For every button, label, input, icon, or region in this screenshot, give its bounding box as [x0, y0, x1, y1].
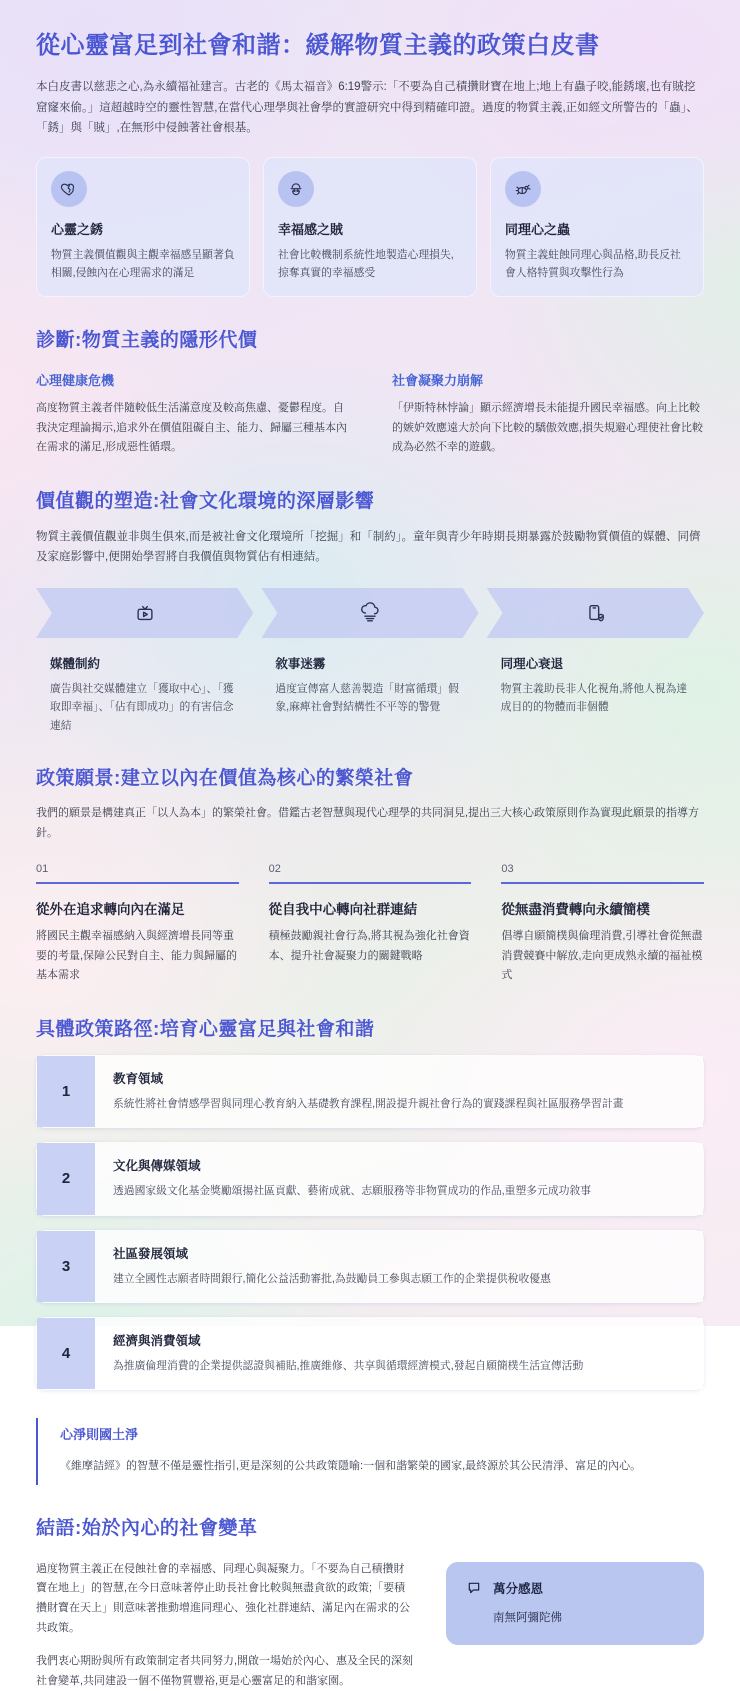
principle-3 — [501, 863, 704, 986]
pathway-number: 2 — [37, 1143, 95, 1214]
shaping-heading: 價值觀的塑造:社會文化環境的深層影響 — [36, 491, 375, 513]
shaping-stages — [36, 654, 704, 735]
vision-heading: 政策願景:建立以內在價值為核心的繁榮社會 — [36, 767, 414, 789]
column-title: 心理健康危機 — [36, 373, 115, 389]
gratitude-card — [446, 1562, 704, 1645]
broken-heart-icon — [51, 171, 87, 207]
pathway-number: 3 — [37, 1231, 95, 1302]
threat-card-thief — [263, 157, 477, 298]
conclusion-heading: 結語:始於內心的社會變革 — [36, 1517, 258, 1539]
page-title: 從心靈富足到社會和諧：緩解物質主義的政策白皮書 — [36, 32, 600, 59]
pathway-text: 為推廣倫理消費的企業提供認證與補貼,推廣維修、共享與循環經濟模式,發起自願簡樸生活宣傳活動 — [113, 1359, 584, 1372]
principle-number: 03 — [501, 863, 704, 884]
pathway-row-culture — [36, 1142, 704, 1215]
principle-title: 從無盡消費轉向永續簡樸 — [501, 902, 650, 918]
card-text: 社會比較機制系統性地製造心理損失,掠奪真實的幸福感受 — [278, 248, 454, 279]
principle-title: 從外在追求轉向內在滿足 — [36, 902, 185, 918]
pathway-number: 1 — [37, 1056, 95, 1127]
principle-text: 積極鼓勵親社會行為,將其視為強化社會資本、提升社會凝聚力的關鍵戰略 — [268, 930, 470, 962]
fog-icon — [359, 602, 381, 624]
stage-text: 物質主義助長非人化視角,將他人視為達成目的的物體而非個體 — [500, 682, 688, 714]
pathway-text: 透過國家級文化基金獎勵頌揚社區貢獻、藝術成就、志願服務等非物質成功的作品,重塑多元成功敘事 — [113, 1185, 592, 1198]
diagnosis-section — [36, 325, 704, 458]
stage-narrative — [261, 654, 478, 735]
principle-1 — [36, 863, 239, 986]
vision-section — [36, 763, 704, 986]
conclusion-paragraph: 我們衷心期盼與所有政策制定者共同努力,開啟一場始於內心、惠及全民的深刻社會變革,共同建設一個不僅物質豐裕,更是心靈富足的和諧家園。 — [36, 1655, 414, 1687]
pathway-number: 4 — [37, 1318, 95, 1389]
card-title: 幸福感之賊 — [278, 221, 344, 237]
stage-title: 敘事迷霧 — [275, 656, 326, 671]
vision-principles — [36, 863, 704, 986]
threat-card-rust — [36, 157, 250, 298]
stage-empathy — [487, 654, 704, 735]
conclusion-body — [36, 1560, 704, 1691]
pathway-body — [95, 1056, 703, 1127]
stage-text: 過度宣傳富人慈善製造「財富循環」假象,麻痺社會對結構性不平等的警覺 — [275, 682, 459, 714]
principle-2 — [269, 863, 472, 986]
conclusion-section — [36, 1513, 704, 1691]
pathway-title: 文化與傳媒領域 — [113, 1159, 201, 1174]
pathway-body — [95, 1318, 703, 1389]
pathways-heading: 具體政策路徑:培育心靈富足與社會和諧 — [36, 1018, 375, 1040]
pathway-title: 社區發展領域 — [113, 1246, 189, 1261]
card-text: 物質主義價值觀與主觀幸福感呈顯著負相關,侵蝕內在心理需求的滿足 — [51, 248, 235, 279]
stage-media — [36, 654, 253, 735]
intro-paragraph: 本白皮書以慈悲之心,為永續福祉建言。古老的《馬太福音》6:19警示:「不要為自己積攢財寶在地上;地上有蟲子咬,能銹壞,也有賊挖窟窿來偷。」這超越時空的靈性智慧,在當代心理學與社會學的實證研究中得到精確印證。過度的物質主義,正如經文所警告的「蟲」、「銹」與「賊」,在無形中侵蝕著社會根基。 — [36, 81, 698, 135]
pathways-section — [36, 1014, 704, 1390]
column-text: 「伊斯特林悖論」顯示經濟增長未能提升國民幸福感。向上比較的嫉妒效應遠大於向下比較的驕傲效應,損失規避心理使社會比較成為必然不幸的遊戲。 — [392, 402, 704, 454]
pathways-list — [36, 1055, 704, 1390]
gratitude-text: 南無阿彌陀佛 — [493, 1611, 562, 1624]
pathway-title: 教育領域 — [113, 1071, 164, 1086]
pathway-row-economy — [36, 1317, 704, 1390]
threat-card-bug — [490, 157, 704, 298]
column-text: 高度物質主義者伴隨較低生活滿意度及較高焦慮、憂鬱程度。自我決定理論揭示,追求外在價值阻礙自主、能力、歸屬三種基本內在需求的滿足,形成惡性循環。 — [36, 402, 348, 454]
principle-title: 從自我中心轉向社群連結 — [268, 902, 418, 918]
pathway-row-community — [36, 1230, 704, 1303]
phone-shield-icon — [584, 602, 606, 624]
scripture-quote-block — [36, 1418, 704, 1485]
diagnosis-col-mental — [36, 370, 348, 458]
diagnosis-columns — [36, 370, 704, 458]
pathway-body — [95, 1143, 703, 1214]
stage-text: 廣告與社交媒體建立「獲取中心」、「獲取即幸福」、「佔有即成功」的有害信念連結 — [50, 682, 234, 732]
card-title: 心靈之銹 — [51, 221, 104, 237]
stage-title: 同理心衰退 — [500, 656, 564, 671]
diagnosis-heading: 診斷:物質主義的隱形代價 — [36, 330, 258, 352]
chevron-empathy — [487, 588, 704, 638]
conclusion-paragraphs — [36, 1560, 414, 1691]
pathway-title: 經濟與消費領域 — [113, 1333, 201, 1348]
quote-title: 心淨則國土淨 — [60, 1427, 139, 1443]
shaping-section — [36, 486, 704, 735]
thief-icon — [278, 171, 314, 207]
principle-number: 02 — [269, 863, 472, 884]
column-title: 社會凝聚力崩解 — [392, 373, 484, 389]
chevron-media — [36, 588, 253, 638]
shaping-chevrons — [36, 588, 704, 638]
pathway-body — [95, 1231, 703, 1302]
card-title: 同理心之蟲 — [505, 221, 571, 237]
quote-icon — [466, 1580, 482, 1596]
bug-icon — [505, 171, 541, 207]
vision-intro: 我們的願景是構建真正「以人為本」的繁榮社會。借鑑古老智慧與現代心理學的共同洞見,提出三大核心政策原則作為實現此願景的指導方針。 — [36, 806, 700, 839]
principle-number: 01 — [36, 863, 239, 884]
gratitude-title: 萬分感恩 — [493, 1581, 544, 1596]
conclusion-paragraph: 過度物質主義正在侵蝕社會的幸福感、同理心與凝聚力。「不要為自己積攢財寶在地上」的智慧,在今日意味著停止助長社會比較與無盡貪欲的政策;「要積攢財寶在天上」則意味著推動增進同理心、強化社群連結、滿足內在需求的公共政策。 — [36, 1562, 410, 1634]
pathway-text: 建立全國性志願者時間銀行,簡化公益活動審批,為鼓勵員工參與志願工作的企業提供稅收優惠 — [113, 1272, 551, 1285]
principle-text: 將國民主觀幸福感納入與經濟增長同等重要的考量,保障公民對自主、能力與歸屬的基本需求 — [36, 930, 238, 982]
diagnosis-col-cohesion — [392, 370, 704, 458]
principle-text: 倡導自願簡樸與倫理消費,引導社會從無盡消費競賽中解放,走向更成熟永續的福祉模式 — [501, 930, 703, 982]
chevron-narrative — [261, 588, 478, 638]
stage-title: 媒體制約 — [50, 656, 101, 671]
pathway-row-education — [36, 1055, 704, 1128]
threat-cards-row — [36, 157, 704, 298]
shaping-intro: 物質主義價值觀並非與生俱來,而是被社會文化環境所「挖掘」和「制約」。童年與青少年時期長期暴露於鼓勵物質價值的媒體、同儕及家庭影響中,便開始學習將自我價值與物質佔有相連結。 — [36, 531, 701, 564]
quote-text: 《維摩詰經》的智慧不僅是靈性指引,更是深刻的公共政策隱喻:一個和諧繁榮的國家,最終源於其公民清淨、富足的內心。 — [60, 1460, 642, 1473]
card-text: 物質主義蛀蝕同理心與品格,助長反社會人格特質與攻擊性行為 — [505, 248, 681, 279]
pathway-text: 系統性將社會情感學習與同理心教育納入基礎教育課程,開設提升親社會行為的實踐課程與社區服務學習計畫 — [113, 1097, 624, 1110]
tv-icon — [134, 602, 156, 624]
gratitude-header — [466, 1579, 684, 1597]
